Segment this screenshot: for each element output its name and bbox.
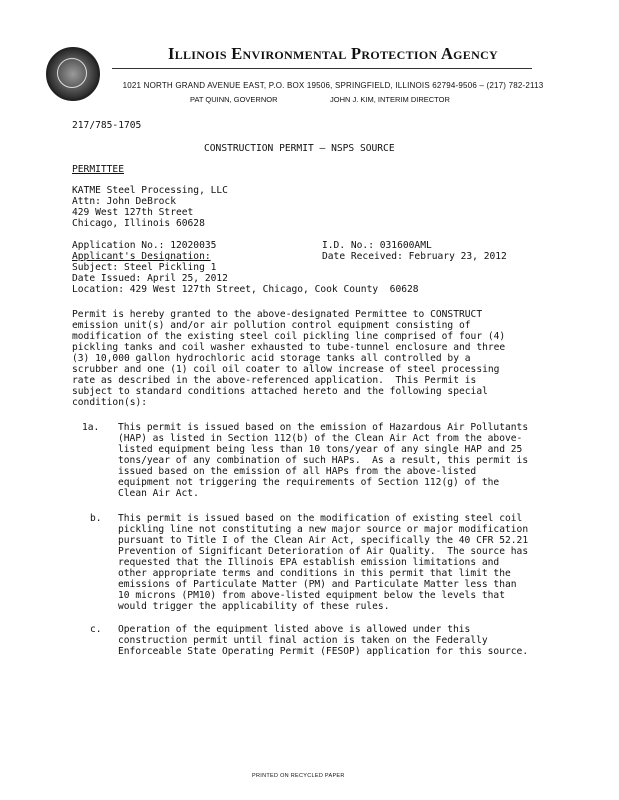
condition-line: equipment not triggering the requirements of Section 112(g) of the (118, 477, 500, 488)
body-line: modification of the existing steel coil pickling line comprised of four (4) (72, 331, 506, 342)
body-line: (3) 10,000 gallon hydrochloric acid storage tanks all controlled by a (72, 353, 471, 364)
governor: PAT QUINN, GOVERNOR (190, 95, 278, 104)
permit-type: CONSTRUCTION PERMIT – NSPS SOURCE (204, 143, 395, 154)
agency-name: Illinois Environmental Protection Agency (167, 44, 499, 63)
director: JOHN J. KIM, INTERIM DIRECTOR (330, 95, 450, 104)
permittee-line: Attn: John DeBrock (72, 196, 176, 207)
condition-line: Operation of the equipment listed above is allowed under this (118, 624, 471, 635)
body-line: pickling tanks and coil washer exhausted to tube-tunnel enclosure and three (72, 342, 506, 353)
condition-label: b. (90, 513, 102, 524)
body-line: subject to standard conditions attached hereto and the following special (72, 386, 488, 397)
condition-line: requested that the Illinois EPA establish emission limitations and (118, 557, 500, 568)
condition-line: 10 microns (PM10) from above-listed equipment below the levels that (118, 590, 505, 601)
condition-line: Clean Air Act. (118, 488, 199, 499)
date-issued: Date Issued: April 25, 2012 (72, 273, 228, 284)
condition-line: listed equipment being less than 10 tons/year of any single HAP and 25 (118, 444, 523, 455)
condition-label: 1a. (82, 422, 100, 433)
condition-line: Enforceable State Operating Permit (FESOP) application for this source. (118, 646, 529, 657)
condition-line: tons/year of any combination of such HAPs. As a result, this permit is (118, 455, 529, 466)
body-line: emission unit(s) and/or air pollution control equipment consisting of (72, 320, 471, 331)
id-number: I.D. No.: 031600AML (322, 240, 432, 251)
condition-line: construction permit until final action is taken on the Federally (118, 635, 488, 646)
condition-line: pickling line not constituting a new major source or major modification (118, 524, 529, 535)
applicant-designation: Applicant's Designation: (72, 251, 211, 262)
body-line: condition(s): (72, 397, 148, 408)
agency-address: 1021 NORTH GRAND AVENUE EAST, P.O. BOX 19506, SPRINGFIELD, ILLINOIS 62794-9506 – (217) 782-2113 (122, 81, 544, 90)
letterhead-rule (112, 68, 532, 69)
permittee-line: 429 West 127th Street (72, 207, 194, 218)
permittee-line: Chicago, Illinois 60628 (72, 218, 205, 229)
body-line: Permit is hereby granted to the above-designated Permittee to CONSTRUCT (72, 309, 483, 320)
condition-label: c. (90, 624, 102, 635)
date-received: Date Received: February 23, 2012 (322, 251, 507, 262)
phone-number: 217/785-1705 (72, 120, 142, 131)
permittee-heading: PERMITTEE (72, 164, 124, 175)
recycled-paper-note: PRINTED ON RECYCLED PAPER (252, 773, 345, 779)
subject: Subject: Steel Pickling 1 (72, 262, 217, 273)
condition-line: would trigger the applicability of these rules. (118, 601, 390, 612)
state-seal-logo (46, 47, 100, 101)
condition-line: Prevention of Significant Deterioration of Air Quality. The source has (118, 546, 529, 557)
condition-line: This permit is issued based on the modification of existing steel coil (118, 513, 523, 524)
body-line: scrubber and one (1) coil oil coater to allow increase of steel processing (72, 364, 500, 375)
body-line: rate as described in the above-referenced application. This Permit is (72, 375, 477, 386)
application-number: Application No.: 12020035 (72, 240, 217, 251)
condition-line: issued based on the emission of all HAPs from the above-listed (118, 466, 477, 477)
condition-line: emissions of Particulate Matter (PM) and Particulate Matter less than (118, 579, 517, 590)
condition-line: other appropriate terms and conditions in this permit that limit the (118, 568, 511, 579)
condition-line: (HAP) as listed in Section 112(b) of the Clean Air Act from the above- (118, 433, 523, 444)
condition-line: pursuant to Title I of the Clean Air Act, specifically the 40 CFR 52.21 (118, 535, 529, 546)
permittee-line: KATME Steel Processing, LLC (72, 185, 228, 196)
condition-line: This permit is issued based on the emission of Hazardous Air Pollutants (118, 422, 529, 433)
location: Location: 429 West 127th Street, Chicago, Cook County 60628 (72, 284, 419, 295)
